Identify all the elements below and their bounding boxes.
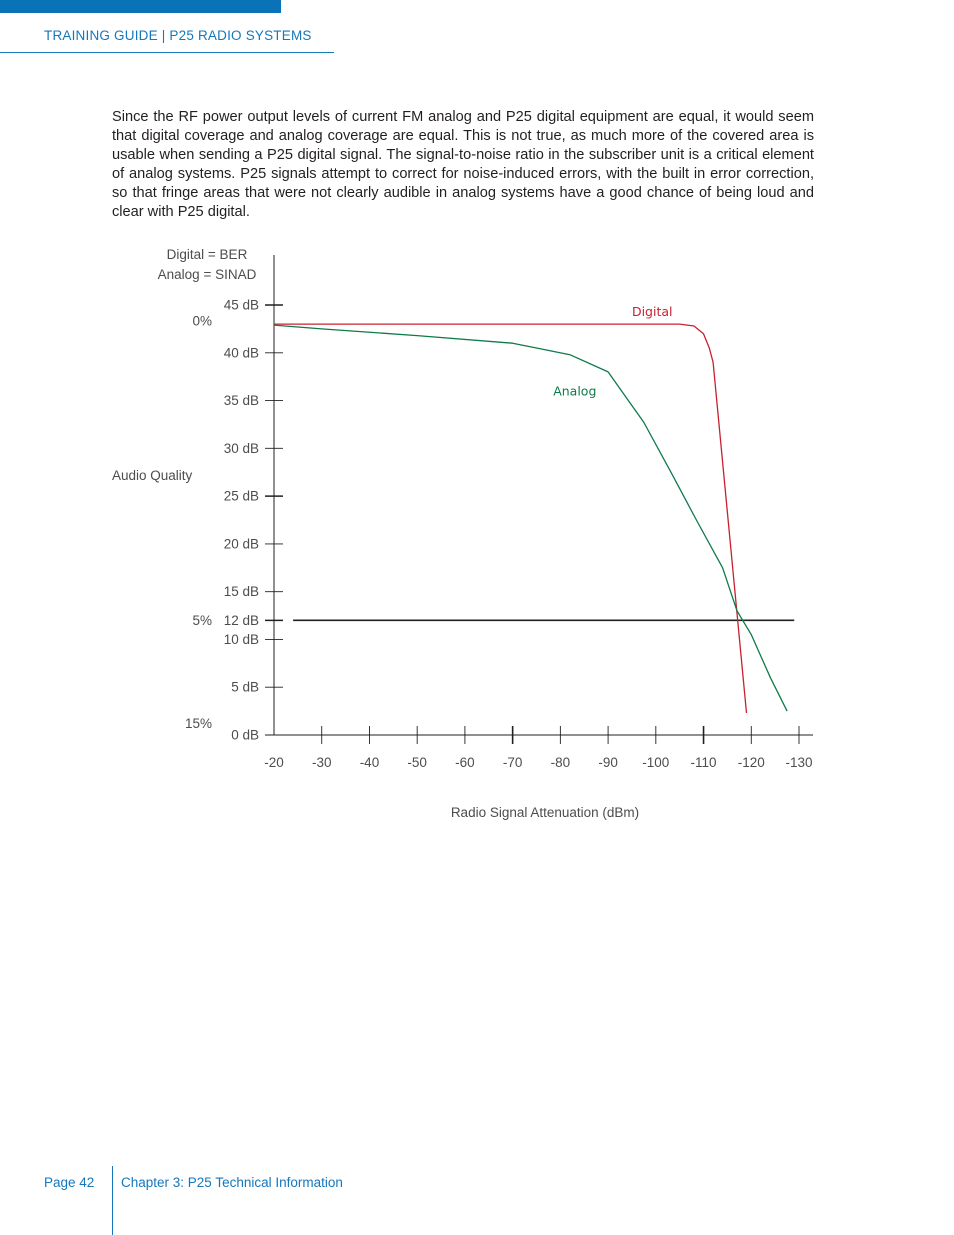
x-tick-label: -120: [737, 755, 765, 770]
legend-note-analog: Analog = SINAD: [157, 267, 257, 282]
series-line-digital: [274, 324, 747, 713]
y-tick-label: 35 dB: [223, 393, 259, 409]
x-tick-label: -50: [407, 755, 427, 770]
x-tick-label: -90: [598, 755, 618, 770]
y-tick-label: 45 dB: [223, 297, 259, 313]
x-tick-label: -40: [359, 755, 380, 770]
series-label-analog: Analog: [553, 383, 597, 399]
x-tick-label: -30: [311, 755, 332, 770]
x-tick-label: -70: [502, 755, 523, 770]
running-header: TRAINING GUIDE | P25 RADIO SYSTEMS: [44, 28, 312, 43]
ber-label: 5%: [192, 612, 212, 628]
y-tick-label: 5 dB: [231, 679, 259, 695]
y-tick-label: 15 dB: [223, 584, 259, 600]
x-tick-label: -80: [550, 755, 571, 770]
series-line-analog: [274, 325, 787, 711]
body-paragraph: Since the RF power output levels of current FM analog and P25 digital equipment are equal, it would seem that digital coverage and analog coverage are equal. This is not true, as much more of the covered area is usable when sending a P25 digital signal. The signal-to-noise ratio in the subscriber unit is a critical element of analog systems. P25 signals attempt to correct for noise-induced errors, with the built in error correction, so that fringe areas that were not clearly audible in analog systems have a good chance of being loud and clear with P25 digital.: [112, 109, 814, 220]
x-tick-label: -130: [785, 755, 813, 770]
y-tick-label: 12 dB: [223, 612, 259, 628]
y-axis-title: Audio Quality: [112, 468, 193, 483]
footer-divider: [112, 1166, 113, 1235]
footer-chapter: Chapter 3: P25 Technical Information: [121, 1175, 343, 1190]
y-tick-label: 10 dB: [223, 631, 259, 647]
y-tick-label: 40 dB: [223, 345, 259, 361]
x-tick-label: -20: [264, 755, 284, 770]
legend-note-digital: Digital = BER: [166, 247, 248, 262]
y-tick-label: 30 dB: [223, 440, 259, 456]
y-tick-label: 0 dB: [231, 727, 259, 743]
y-tick-label: 25 dB: [223, 488, 259, 504]
ber-label: 15%: [184, 716, 212, 732]
x-tick-label: -60: [455, 755, 475, 770]
series-label-digital: Digital: [631, 304, 673, 319]
x-tick-label: -110: [690, 755, 717, 770]
x-axis-title: Radio Signal Attenuation (dBm): [450, 805, 640, 820]
y-tick-label: 20 dB: [223, 536, 259, 552]
ber-label: 0%: [192, 313, 212, 329]
x-tick-label: -100: [642, 755, 670, 770]
footer-page-number: Page 42: [44, 1175, 95, 1190]
